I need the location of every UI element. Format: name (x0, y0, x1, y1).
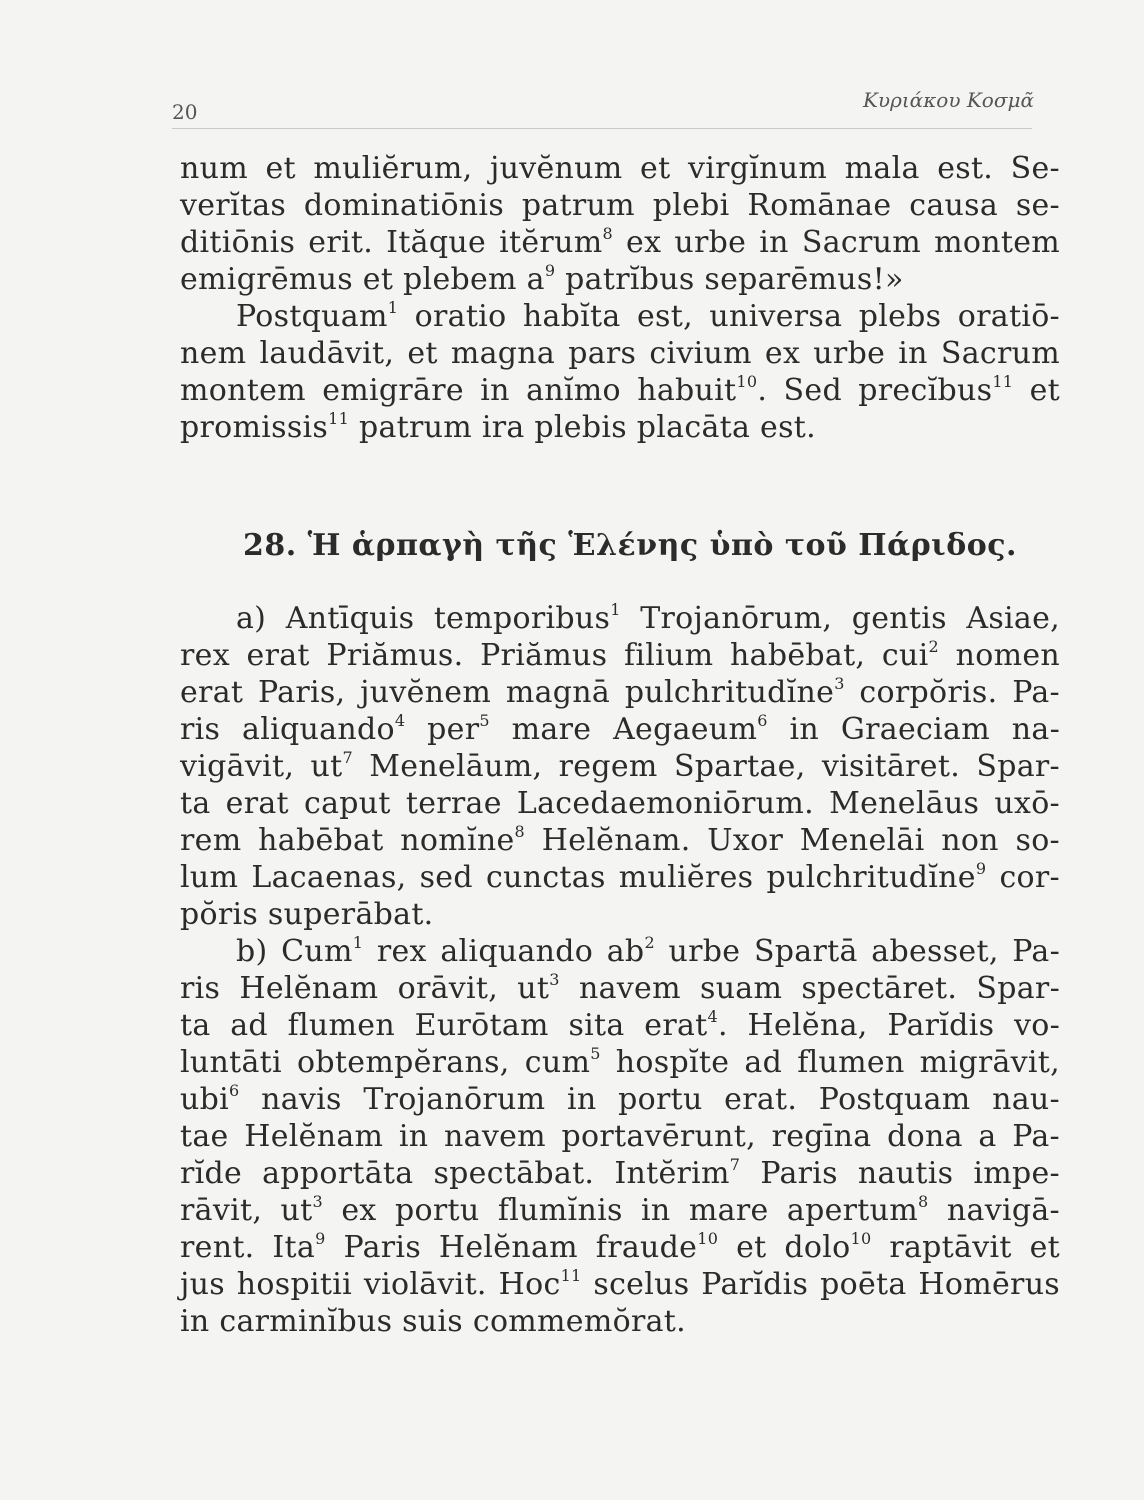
text-line (180, 1266, 1060, 1303)
text-run: verĭtas dominatiōnis patrum plebi Romānae causa se- (180, 188, 1060, 223)
text-line (180, 1303, 1060, 1340)
text-run: ex portu flumĭnis in mare apertum (323, 1193, 919, 1228)
text-run: raptāvit et (871, 1230, 1060, 1265)
text-line (180, 1007, 1060, 1044)
text-run: in carminĭbus suis commemŏrat. (180, 1304, 686, 1339)
section-28-heading: 28. Ἡ ἁρπαγὴ τῆς Ἑλένης ὑπὸ τοῦ Πάριδος. (243, 528, 1017, 563)
text-line (180, 335, 1060, 372)
text-line (180, 1081, 1060, 1118)
text-line (180, 1118, 1060, 1155)
text-run: jus hospitii violāvit. Hoc (180, 1267, 561, 1302)
footnote-marker: 5 (479, 711, 490, 730)
text-run: . Helĕna, Parĭdis vo- (718, 1008, 1061, 1043)
text-line (180, 859, 1060, 896)
footnote-marker: 4 (394, 711, 406, 730)
text-run: navem suam spectāret. Spar- (559, 971, 1061, 1006)
text-run: rāvit, ut (180, 1193, 313, 1228)
text-run: ta erat caput terrae Lacedaemoniōrum. Menelāus uxō- (180, 786, 1060, 821)
text-run: ta ad flumen Eurōtam sita erat (180, 1008, 708, 1043)
text-line (180, 748, 1060, 785)
footnote-marker: 10 (736, 372, 758, 391)
footnote-marker: 11 (560, 1266, 582, 1285)
text-line (180, 224, 1060, 261)
footnote-marker: 11 (992, 372, 1014, 391)
text-run: rent. Ita (180, 1230, 316, 1265)
text-line (180, 1155, 1060, 1192)
text-line (180, 674, 1060, 711)
footnote-marker: 1 (387, 298, 399, 317)
text-run: urbe Spartā abesset, Pa- (654, 934, 1061, 969)
text-run: ditiōnis erit. Ităque itĕrum (180, 225, 603, 260)
footnote-marker: 8 (918, 1192, 929, 1211)
text-run: ubi (180, 1082, 230, 1117)
footnote-marker: 7 (342, 748, 353, 767)
text-run: a) Antīquis tempori̇bus (236, 601, 611, 636)
text-run: b) Cum (236, 934, 353, 969)
text-run: Trojanōrum, gentis Asiae, (620, 601, 1060, 636)
footnote-marker: 9 (315, 1229, 326, 1248)
footnote-marker: 4 (707, 1007, 718, 1026)
text-run: promissis (180, 410, 329, 445)
footnote-marker: 8 (602, 224, 613, 243)
section-28-text (180, 600, 1060, 1340)
text-line (180, 187, 1060, 224)
text-run: corpŏris. Pa- (844, 675, 1060, 710)
text-run: Menelāum, regem Spartae, visitāret. Spar- (352, 749, 1060, 784)
text-run: . Sed precĭbus (757, 373, 993, 408)
text-run: mare Aegaeum (489, 712, 758, 747)
text-run: navis Trojanōrum in portu erat. Postquam nau- (239, 1082, 1060, 1117)
footnote-marker: 6 (757, 711, 768, 730)
section-27-text (180, 150, 1060, 446)
text-line (180, 600, 1060, 637)
text-run: ris aliquando (180, 712, 395, 747)
footnote-marker: 3 (549, 970, 560, 989)
text-run: scelus Parĭdis poēta Homērus (581, 1267, 1061, 1302)
footnote-marker: 2 (644, 933, 655, 952)
text-run: ris Helĕnam orāvit, ut (180, 971, 550, 1006)
footnote-marker: 1 (610, 600, 621, 619)
footnote-marker: 3 (312, 1192, 323, 1211)
text-run: emigrēmus et plebem a (180, 262, 545, 297)
text-run: navigā- (928, 1193, 1060, 1228)
footnote-marker: 11 (328, 409, 350, 428)
text-line (180, 896, 1060, 933)
footnote-marker: 7 (729, 1155, 741, 1174)
text-line (180, 970, 1060, 1007)
footnote-marker: 10 (697, 1229, 719, 1248)
text-run: cor- (986, 860, 1060, 895)
running-head: Κυριάκου Κοσμᾶ (862, 88, 1034, 112)
text-run: pŏris superābat. (180, 897, 434, 932)
text-run: num et muliĕrum, juvĕnum et virgĭnum mala est. Se- (180, 151, 1060, 186)
text-line (180, 822, 1060, 859)
footnote-marker: 9 (544, 261, 556, 280)
text-line (180, 372, 1060, 409)
text-line (180, 261, 1060, 298)
text-line (180, 1044, 1060, 1081)
text-run: erat Paris, juvĕnem magnā pulchritudĭne (180, 675, 835, 710)
footnote-marker: 2 (928, 637, 939, 656)
text-line (180, 785, 1060, 822)
text-line (180, 409, 1060, 446)
text-run: patrum ira plebis placāta est. (349, 410, 816, 445)
footnote-marker: 6 (229, 1081, 240, 1100)
footnote-marker: 10 (850, 1229, 872, 1248)
text-line (180, 933, 1060, 970)
text-run: ex urbe in Sacrum montem (612, 225, 1061, 260)
text-line (180, 298, 1060, 335)
footnote-marker: 9 (975, 859, 987, 878)
text-run: Paris Helĕnam fraude (325, 1230, 698, 1265)
text-run: rex aliquando ab (363, 934, 645, 969)
text-run: et (1013, 373, 1061, 408)
page-number: 20 (172, 100, 198, 124)
text-run: hospĭte ad flumen migrāvit, (600, 1045, 1060, 1080)
text-run: Helĕnam. Uxor Menelāi non so- (525, 823, 1060, 858)
text-line (180, 150, 1060, 187)
text-run: montem emigrāre in anĭmo habuit (180, 373, 737, 408)
text-line (180, 637, 1060, 674)
text-run: rĭde apportāta spectābat. Intĕrim (180, 1156, 730, 1191)
text-run: lum Lacaenas, sed cunctas muliĕres pulchritudĭne (180, 860, 976, 895)
text-line (180, 1229, 1060, 1266)
text-line (180, 711, 1060, 748)
text-run: et dolo (718, 1230, 851, 1265)
footnote-marker: 8 (514, 822, 526, 841)
text-run: patrĭbus separēmus!» (555, 262, 904, 297)
text-run: rem habēbat nomĭne (180, 823, 515, 858)
text-run: nomen (938, 638, 1060, 673)
footnote-marker: 5 (590, 1044, 601, 1063)
footnote-marker: 1 (352, 933, 364, 952)
text-run: rex erat Priămus. Priămus filium habēbat, cui (180, 638, 929, 673)
text-run: oratio habĭta est, universa plebs oratiō- (398, 299, 1060, 334)
text-run: per (405, 712, 480, 747)
text-line (180, 1192, 1060, 1229)
text-run: tae Helĕnam in navem portavērunt, regīna dona a Pa- (180, 1119, 1060, 1154)
text-run: nem laudāvit, et magna pars civium ex urbe in Sacrum (180, 336, 1060, 371)
text-run: Postquam (236, 299, 388, 334)
text-run: Paris nautis impe- (740, 1156, 1060, 1191)
text-run: luntāti obtempĕrans, cum (180, 1045, 591, 1080)
text-run: in Graeciam na- (767, 712, 1061, 747)
header-rule (172, 128, 1032, 129)
footnote-marker: 3 (834, 674, 845, 693)
text-run: vigāvit, ut (180, 749, 343, 784)
